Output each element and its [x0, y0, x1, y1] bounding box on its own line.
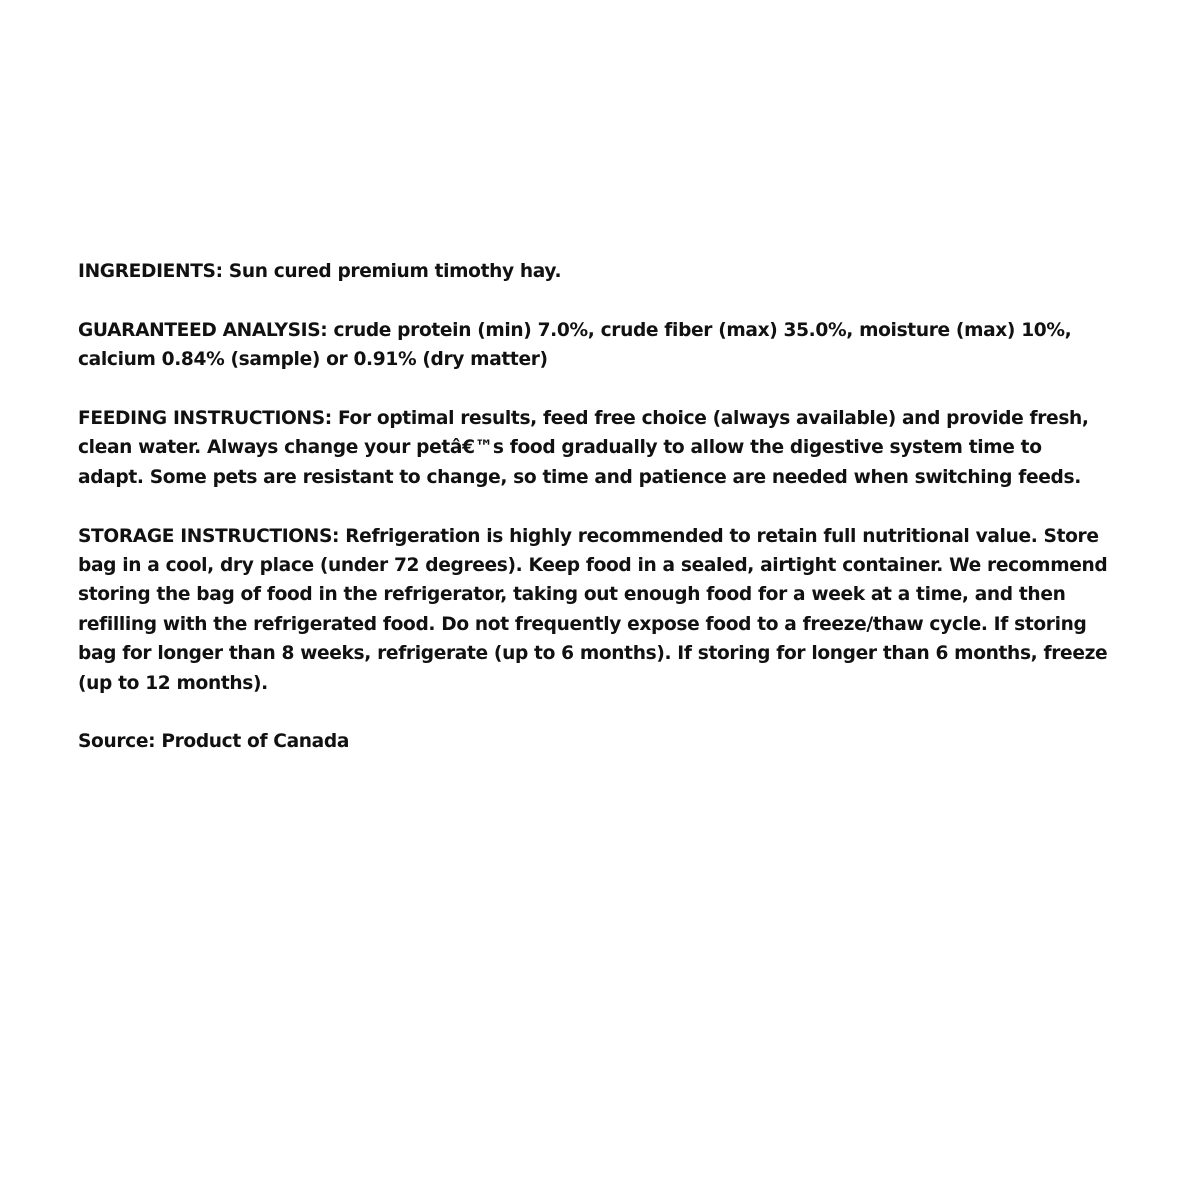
guaranteed-analysis-paragraph: GUARANTEED ANALYSIS: crude protein (min) 7.0%, crude fiber (max) 35.0%, moisture (max) 10%, calcium 0.84% (sample) or 0.91% (dry matter) — [78, 319, 1072, 371]
source-paragraph: Source: Product of Canada — [78, 731, 350, 753]
product-info-document — [78, 257, 1118, 757]
feeding-instructions-paragraph: FEEDING INSTRUCTIONS: For optimal results, feed free choice (always available) and provide fresh, clean water. Always change your petâ€™s food gradually to allow the digestive system time to adapt. Some pets are resistant to change, so time and patience are needed when switching feeds. — [78, 408, 1089, 488]
ingredients-paragraph: INGREDIENTS: Sun cured premium timothy hay. — [78, 261, 562, 282]
storage-instructions-paragraph: STORAGE INSTRUCTIONS: Refrigeration is highly recommended to retain full nutritional value. Store bag in a cool, dry place (under 72 degrees). Keep food in a sealed, airtight container. We recommend storing the bag of food in the refrigerator, taking out enough food for a week at a time, and then refilling with the refrigerated food. Do not frequently expose food to a freeze/thaw cycle. If storing bag for longer than 8 weeks, refrigerate (up to 6 months). If storing for longer than 6 months, freeze (up to 12 months). — [78, 525, 1108, 694]
